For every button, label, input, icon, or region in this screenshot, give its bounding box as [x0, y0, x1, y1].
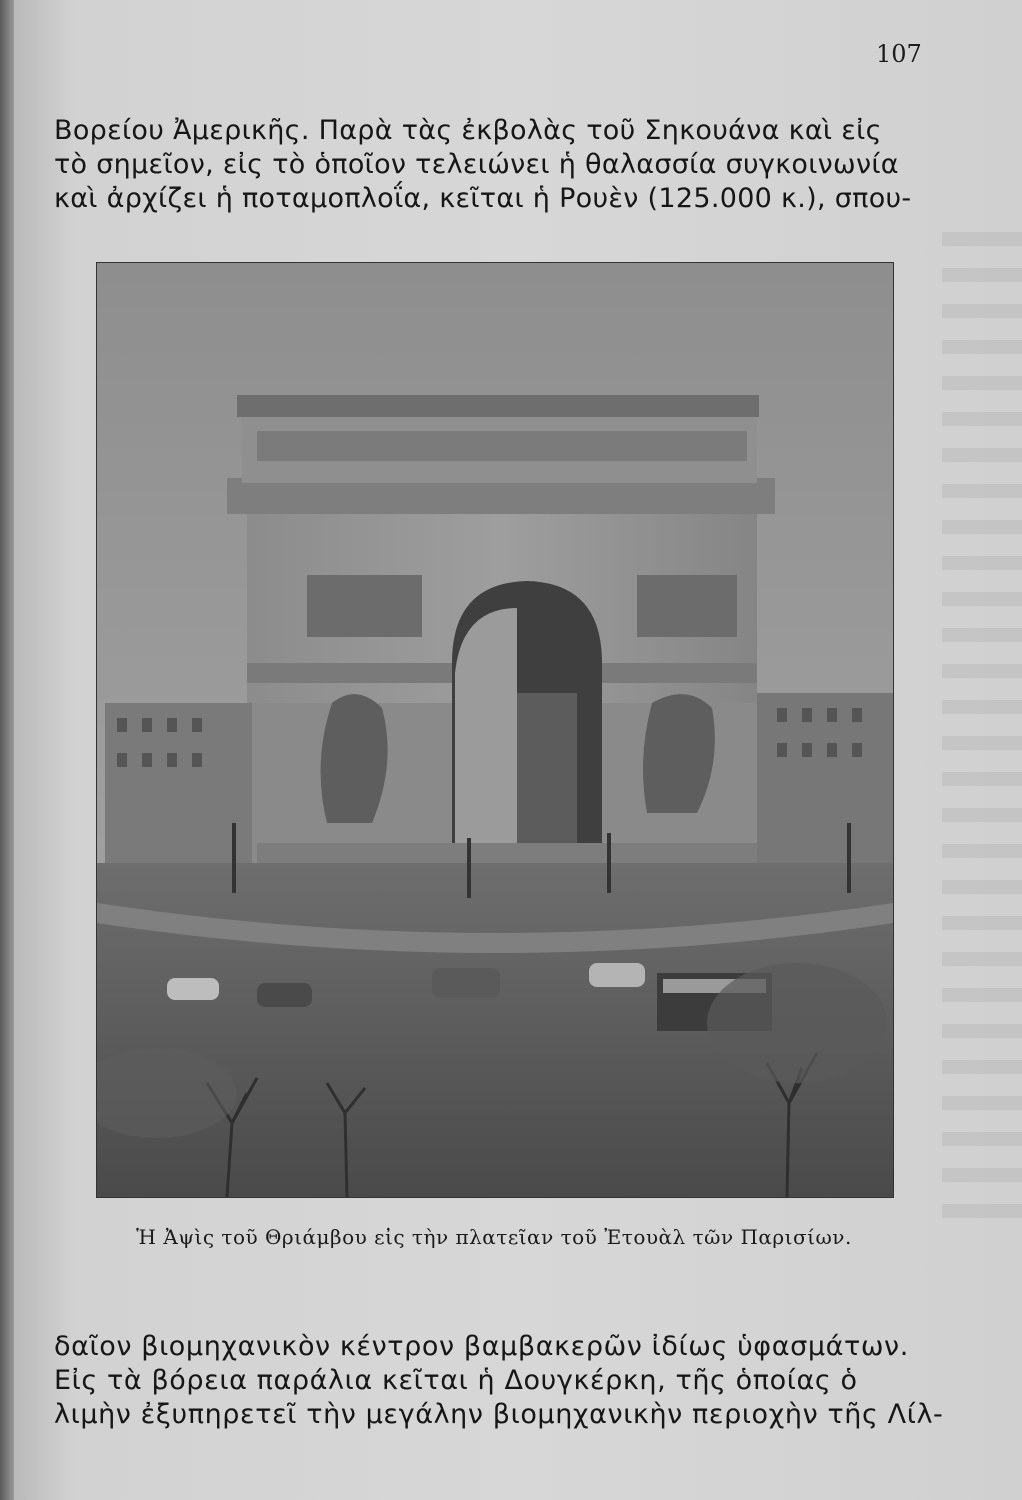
arch-monument: [227, 395, 775, 867]
top-paragraph: [54, 114, 934, 216]
bottom-paragraph: [54, 1330, 944, 1432]
text-line: δαῖον βιομηχανικὸν κέντρον βαμβακερῶν ἰδίως ὑφασμάτων.: [54, 1331, 909, 1362]
text-line: Εἰς τὰ βόρεια παράλια κεῖται ἡ Δουγκέρκη, τῆς ὁποίας ὁ: [54, 1365, 858, 1396]
figure-caption: Ἡ Ἀψὶς τοῦ Θριάμβου εἰς τὴν πλατεῖαν τοῦ Ἐτουὰλ τῶν Παρισίων.: [136, 1225, 852, 1249]
show-through-text: [942, 232, 1022, 1232]
text-line: τὸ σημεῖον, εἰς τὸ ὁποῖον τελειώνει ἡ θαλασσία συγκοινωνία: [54, 149, 899, 180]
arc-de-triomphe-photo: [96, 262, 894, 1198]
text-line: καὶ ἀρχίζει ἡ ποταμοπλοΐα, κεῖται ἡ Ρουὲν (125.000 κ.), σπου-: [54, 183, 912, 214]
book-spine-shadow: [0, 0, 14, 1500]
page-number: 107: [876, 40, 922, 68]
text-line: Βορείου Ἀμερικῆς. Παρὰ τὰς ἐκβολὰς τοῦ Σηκουάνα καὶ εἰς: [54, 115, 882, 146]
text-line: λιμὴν ἐξυπηρετεῖ τὴν μεγάλην βιομηχανικὴν περιοχὴν τῆς Λίλ-: [54, 1399, 944, 1430]
book-page: [14, 0, 1022, 1500]
photo-illustration: [97, 263, 893, 1197]
